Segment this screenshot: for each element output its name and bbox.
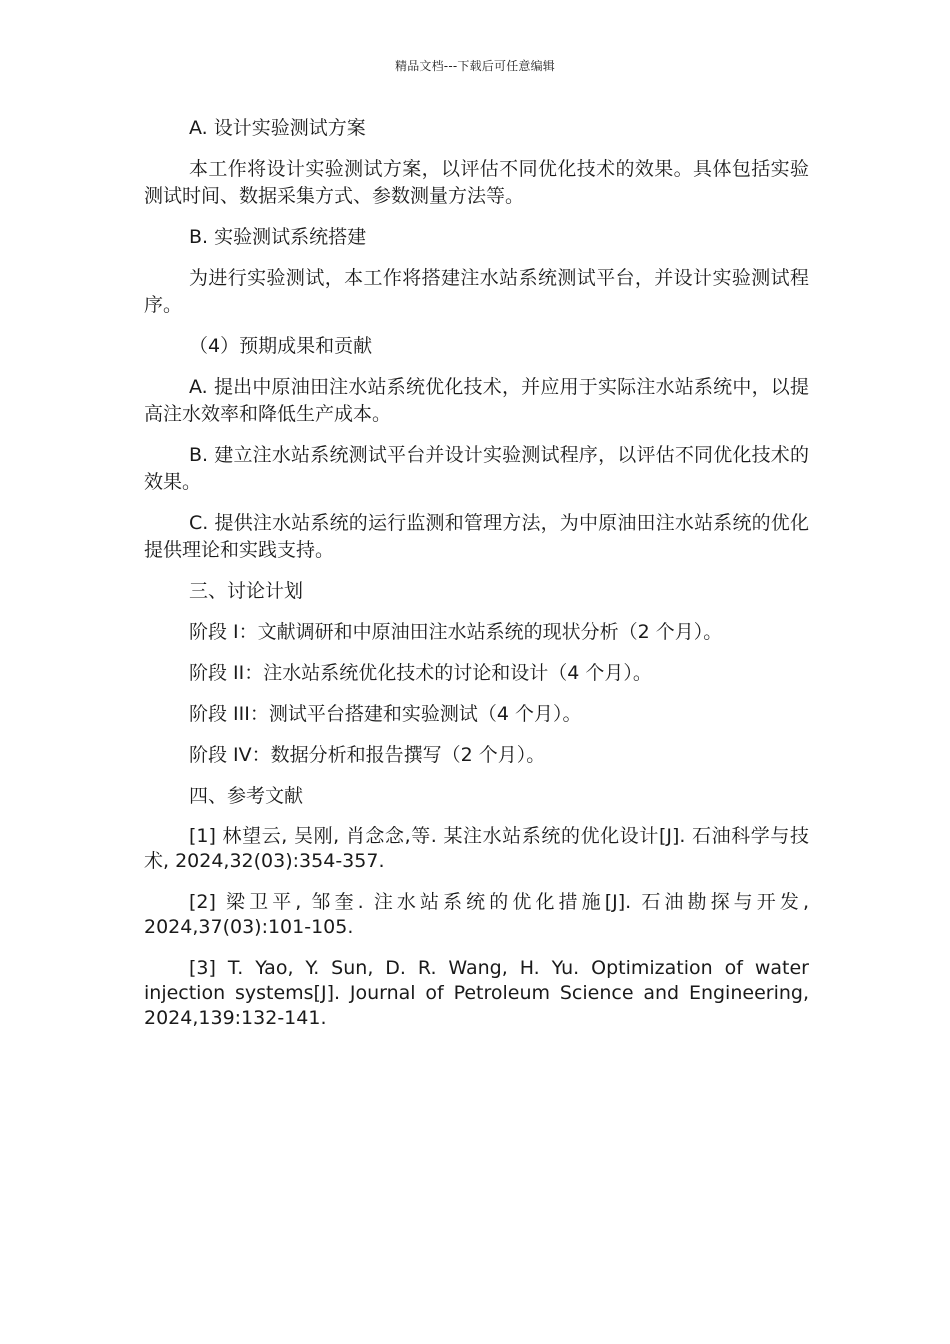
- subheading-test-system: B. 实验测试系统搭建: [189, 226, 367, 248]
- plan-stage-2: 阶段 II：注水站系统优化技术的讨论和设计（4 个月）。: [189, 662, 652, 684]
- paragraph-result-b: B. 建立注水站系统测试平台并设计实验测试程序，以评估不同优化技术的效果。: [144, 444, 809, 493]
- subheading-design-test-plan: A. 设计实验测试方案: [189, 117, 366, 139]
- paragraph-result-a: A. 提出中原油田注水站系统优化技术，并应用于实际注水站系统中，以提高注水效率和降低生产成本。: [144, 376, 809, 425]
- paragraph-result-c: C. 提供注水站系统的运行监测和管理方法，为中原油田注水站系统的优化提供理论和实践支持。: [144, 512, 809, 561]
- reference-item-3: [3] T. Yao, Y. Sun, D. R. Wang, H. Yu. Optimization of water injection systems[J]. Journal of Petroleum Science and Engineering, 2024,139:132-141.: [144, 957, 809, 1029]
- document-body: [144, 115, 809, 1031]
- reference-item-2: [2] 梁卫平, 邹奎. 注水站系统的优化措施[J]. 石油勘探与开发, 2024,37(03):101-105.: [144, 891, 809, 938]
- reference-item-1: [1] 林望云, 吴刚, 肖念念,等. 某注水站系统的优化设计[J]. 石油科学与技术, 2024,32(03):354-357.: [144, 825, 809, 872]
- page-header: 精品文档---下载后可任意编辑: [395, 59, 555, 73]
- section-heading-plan: 三、讨论计划: [189, 580, 304, 602]
- section-heading-references: 四、参考文献: [189, 785, 304, 807]
- plan-stage-4: 阶段 IV：数据分析和报告撰写（2 个月）。: [189, 744, 546, 766]
- plan-stage-3: 阶段 III：测试平台搭建和实验测试（4 个月）。: [189, 703, 582, 725]
- plan-stage-1: 阶段 I：文献调研和中原油田注水站系统的现状分析（2 个月）。: [189, 621, 723, 643]
- paragraph-test-plan: 本工作将设计实验测试方案，以评估不同优化技术的效果。具体包括实验测试时间、数据采集方式、参数测量方法等。: [144, 158, 809, 207]
- paragraph-test-system: 为进行实验测试，本工作将搭建注水站系统测试平台，并设计实验测试程序。: [144, 267, 809, 316]
- subheading-expected-results: （4）预期成果和贡献: [189, 335, 373, 357]
